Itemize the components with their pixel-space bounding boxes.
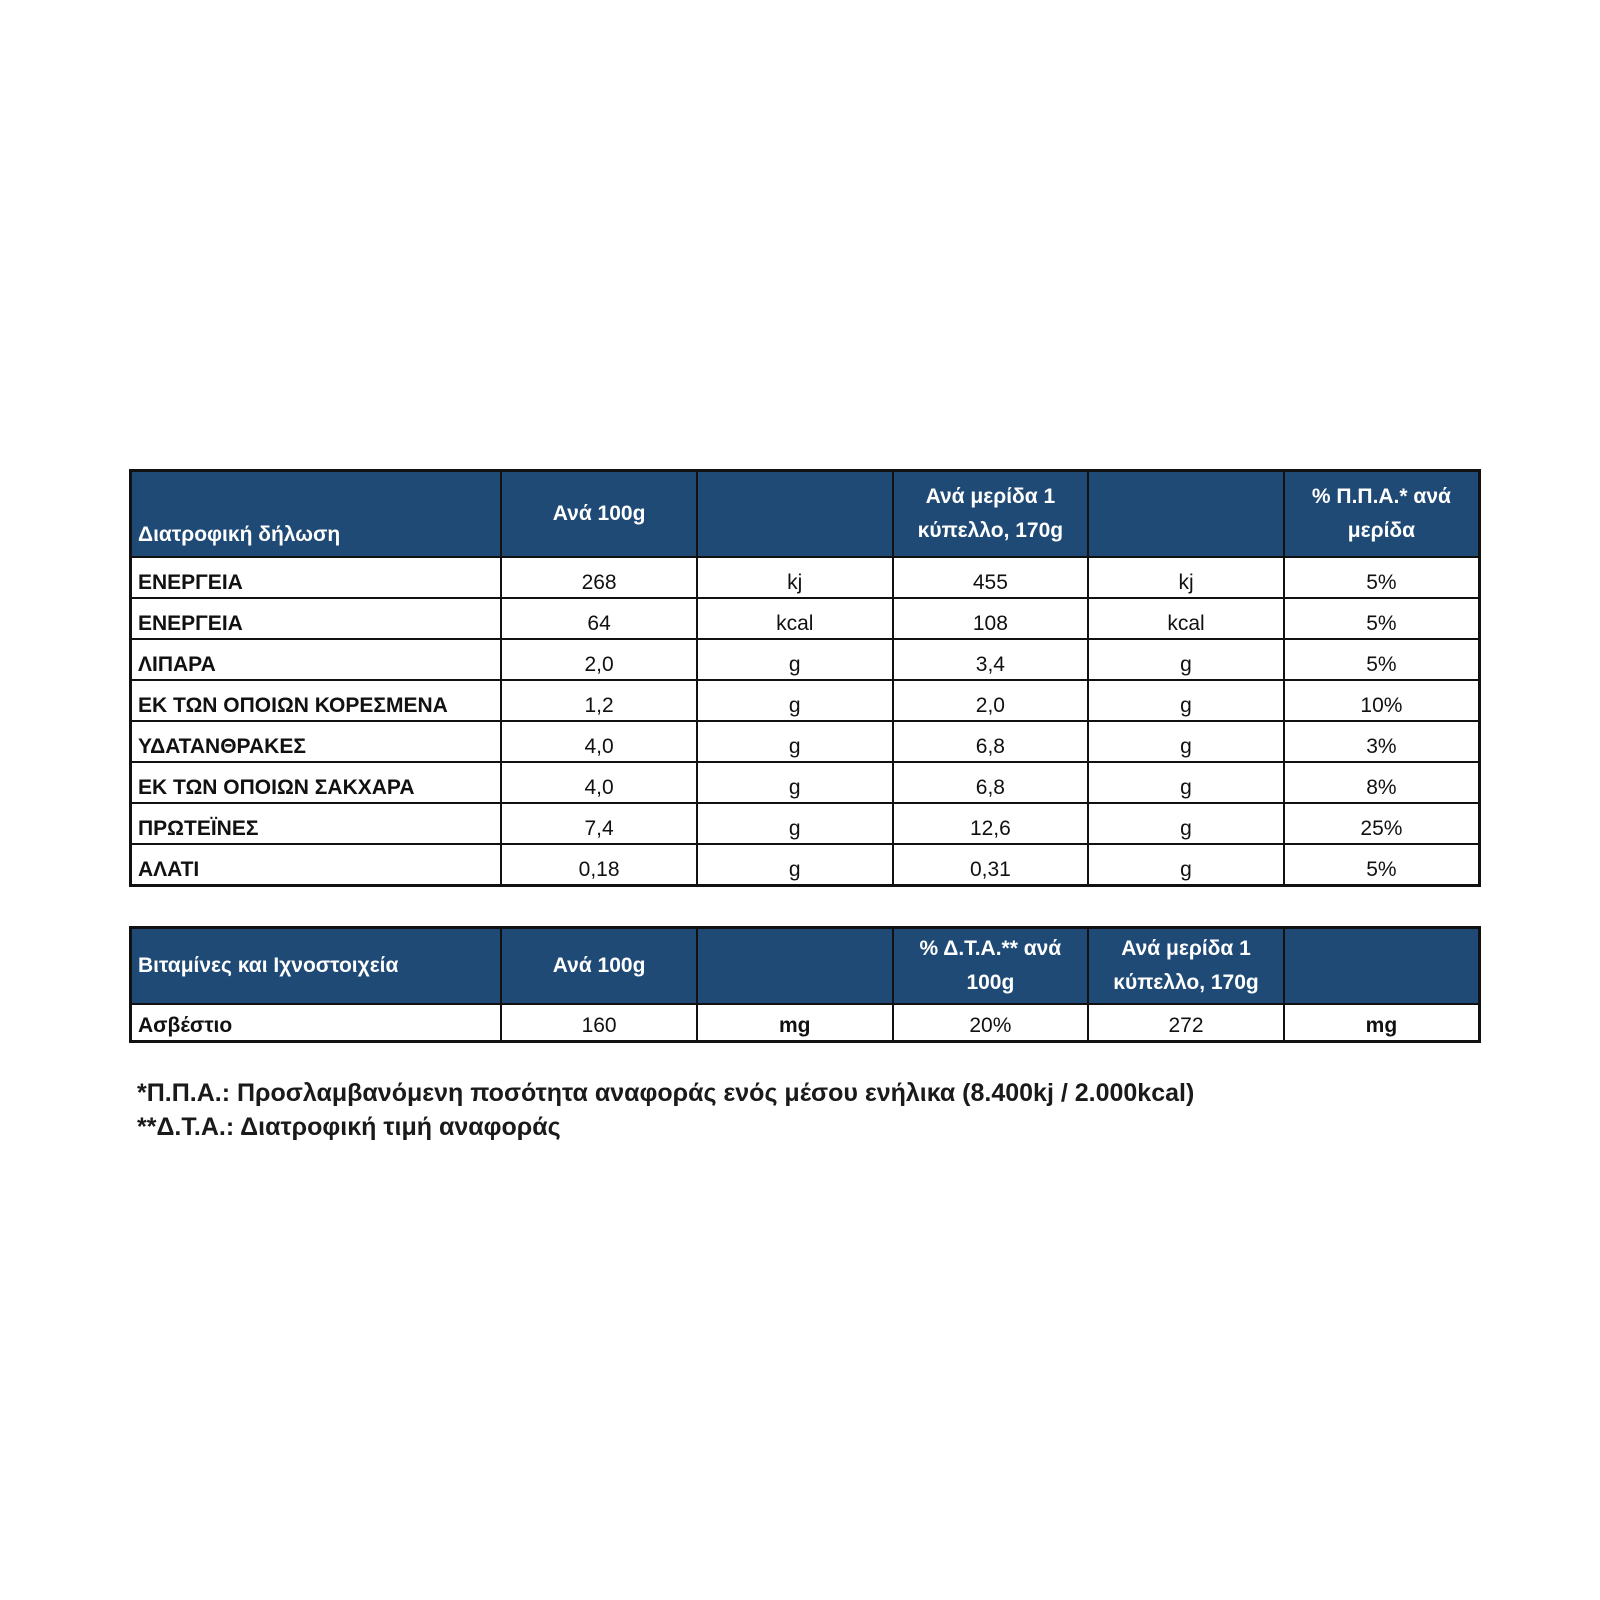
percent-ppa: 5% [1284,557,1480,598]
table-row [131,762,1480,803]
unit-per-serving: g [1088,639,1284,680]
unit-per-serving: kj [1088,557,1284,598]
unit-per-100g: mg [697,1004,893,1042]
header-per-serving: Ανά μερίδα 1 κύπελλο, 170g [1088,928,1284,1005]
unit-per-100g: g [697,639,893,680]
value-per-serving: 0,31 [893,844,1089,886]
unit-per-serving: g [1088,721,1284,762]
percent-ppa: 5% [1284,598,1480,639]
nutrient-name: ΕΝΕΡΓΕΙΑ [131,557,502,598]
nutrient-name: ΕΚ ΤΩΝ ΟΠΟΙΩΝ ΣΑΚΧΑΡΑ [131,762,502,803]
mineral-name: Ασβέστιο [131,1004,502,1042]
value-per-serving: 455 [893,557,1089,598]
header-percent-dta: % Δ.Τ.Α.** ανά 100g [893,928,1089,1005]
percent-ppa: 25% [1284,803,1480,844]
unit-per-100g: kcal [697,598,893,639]
value-per-100g: 160 [501,1004,697,1042]
percent-ppa: 10% [1284,680,1480,721]
value-per-serving: 3,4 [893,639,1089,680]
header-unit-serving [1088,471,1284,558]
unit-per-100g: g [697,803,893,844]
value-per-100g: 64 [501,598,697,639]
nutrient-name: ΛΙΠΑΡΑ [131,639,502,680]
value-per-serving: 2,0 [893,680,1089,721]
unit-per-100g: g [697,721,893,762]
percent-ppa: 8% [1284,762,1480,803]
value-per-serving: 12,6 [893,803,1089,844]
header-percent-ppa: % Π.Π.Α.* ανά μερίδα [1284,471,1480,558]
nutrient-name: ΕΚ ΤΩΝ ΟΠΟΙΩΝ ΚΟΡΕΣΜΕΝΑ [131,680,502,721]
unit-per-100g: g [697,844,893,886]
value-per-100g: 4,0 [501,762,697,803]
unit-per-serving: mg [1284,1004,1480,1042]
table-row [131,1004,1480,1042]
header-unit-100g [697,928,893,1005]
header-per-serving: Ανά μερίδα 1 κύπελλο, 170g [893,471,1089,558]
percent-ppa: 5% [1284,639,1480,680]
table-row [131,803,1480,844]
percent-dta: 20% [893,1004,1089,1042]
header-nutrition-declaration: Διατροφική δήλωση [131,471,502,558]
vitamins-table [129,926,1481,1043]
nutrient-name: ΑΛΑΤΙ [131,844,502,886]
unit-per-100g: g [697,680,893,721]
unit-per-100g: kj [697,557,893,598]
unit-per-serving: g [1088,762,1284,803]
unit-per-serving: kcal [1088,598,1284,639]
value-per-100g: 7,4 [501,803,697,844]
nutrient-name: ΥΔΑΤΑΝΘΡΑΚΕΣ [131,721,502,762]
table-row [131,598,1480,639]
percent-ppa: 5% [1284,844,1480,886]
vitamins-header-row [131,928,1480,1005]
unit-per-100g: g [697,762,893,803]
nutrient-name: ΠΡΩΤΕΪΝΕΣ [131,803,502,844]
value-per-100g: 2,0 [501,639,697,680]
table-row [131,721,1480,762]
table-row [131,680,1480,721]
percent-ppa: 3% [1284,721,1480,762]
value-per-100g: 268 [501,557,697,598]
table-row [131,557,1480,598]
unit-per-serving: g [1088,680,1284,721]
nutrition-header-row [131,471,1480,558]
value-per-100g: 1,2 [501,680,697,721]
unit-per-serving: g [1088,803,1284,844]
header-unit-100g [697,471,893,558]
header-vitamins-minerals: Βιταμίνες και Ιχνοστοιχεία [131,928,502,1005]
header-unit-serving [1284,928,1480,1005]
nutrition-table [129,469,1481,887]
table-row [131,639,1480,680]
header-per-100g: Ανά 100g [501,471,697,558]
unit-per-serving: g [1088,844,1284,886]
nutrient-name: ΕΝΕΡΓΕΙΑ [131,598,502,639]
value-per-serving: 6,8 [893,762,1089,803]
footnote-ppa: *Π.Π.Α.: Προσλαμβανόμενη ποσότητα αναφοράς ενός μέσου ενήλικα (8.400kj / 2.000kcal) [137,1079,1195,1107]
value-per-serving: 108 [893,598,1089,639]
value-per-serving: 6,8 [893,721,1089,762]
header-per-100g: Ανά 100g [501,928,697,1005]
footnote-dta: **Δ.Τ.Α.: Διατροφική τιμή αναφοράς [137,1113,561,1141]
value-per-serving: 272 [1088,1004,1284,1042]
value-per-100g: 4,0 [501,721,697,762]
value-per-100g: 0,18 [501,844,697,886]
table-row [131,844,1480,886]
footnotes [137,1076,1194,1144]
